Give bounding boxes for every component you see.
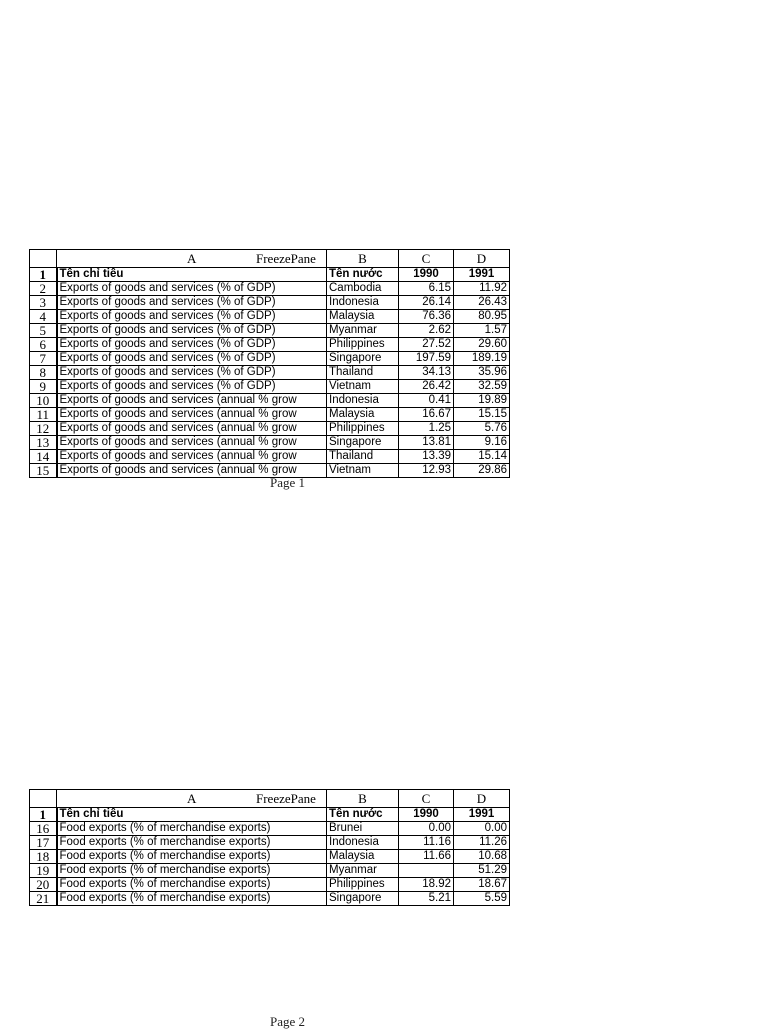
- value-1991-cell[interactable]: 29.86: [454, 464, 510, 478]
- country-cell[interactable]: Malaysia: [327, 310, 399, 324]
- value-1991-cell[interactable]: 11.26: [454, 836, 510, 850]
- row-number[interactable]: 10: [30, 394, 57, 408]
- country-cell[interactable]: Indonesia: [327, 394, 399, 408]
- value-1991-cell[interactable]: 5.59: [454, 892, 510, 906]
- country-cell[interactable]: Thailand: [327, 450, 399, 464]
- value-1990-cell[interactable]: 0.00: [399, 822, 454, 836]
- indicator-header-cell[interactable]: Tên chỉ tiêu: [57, 808, 327, 822]
- table-row: [30, 850, 510, 864]
- value-1991-cell[interactable]: 35.96: [454, 366, 510, 380]
- value-1990-cell[interactable]: 1.25: [399, 422, 454, 436]
- column-header-b[interactable]: B: [327, 790, 399, 808]
- table-row: [30, 338, 510, 352]
- value-1991-cell[interactable]: 9.16: [454, 436, 510, 450]
- column-header-row: [30, 250, 510, 268]
- country-cell[interactable]: Cambodia: [327, 282, 399, 296]
- table-row: [30, 864, 510, 878]
- country-cell[interactable]: Philippines: [327, 422, 399, 436]
- country-header-cell[interactable]: Tên nước: [327, 808, 399, 822]
- column-header-d[interactable]: D: [454, 250, 510, 268]
- value-1990-cell[interactable]: 0.41: [399, 394, 454, 408]
- row-number[interactable]: 15: [30, 464, 57, 478]
- value-1991-cell[interactable]: 5.76: [454, 422, 510, 436]
- freeze-pane-label: FreezePane: [256, 791, 316, 806]
- column-header-d[interactable]: D: [454, 790, 510, 808]
- row-number[interactable]: 5: [30, 324, 57, 338]
- year-1990-header-cell[interactable]: 1990: [399, 268, 454, 282]
- indicator-cell[interactable]: Exports of goods and services (annual % grow: [57, 436, 327, 450]
- value-1991-cell[interactable]: 19.89: [454, 394, 510, 408]
- column-header-a[interactable]: [57, 790, 327, 808]
- value-1990-cell[interactable]: 11.16: [399, 836, 454, 850]
- value-1991-cell[interactable]: 1.57: [454, 324, 510, 338]
- table-row: [30, 282, 510, 296]
- value-1990-cell[interactable]: 13.81: [399, 436, 454, 450]
- value-1991-cell[interactable]: 11.92: [454, 282, 510, 296]
- column-letter-a: A: [187, 791, 197, 806]
- value-1991-cell[interactable]: 29.60: [454, 338, 510, 352]
- freeze-pane-label: FreezePane: [256, 251, 316, 266]
- indicator-cell[interactable]: Food exports (% of merchandise exports): [57, 892, 327, 906]
- value-1991-cell[interactable]: 26.43: [454, 296, 510, 310]
- year-1991-header-cell[interactable]: 1991: [454, 808, 510, 822]
- data-table: [29, 789, 510, 906]
- indicator-cell[interactable]: Exports of goods and services (% of GDP): [57, 380, 327, 394]
- title-row: [30, 268, 510, 282]
- row-number[interactable]: 16: [30, 822, 57, 836]
- value-1990-cell[interactable]: 76.36: [399, 310, 454, 324]
- year-1991-header-cell[interactable]: 1991: [454, 268, 510, 282]
- indicator-cell[interactable]: Exports of goods and services (% of GDP): [57, 366, 327, 380]
- country-cell[interactable]: Philippines: [327, 338, 399, 352]
- indicator-cell[interactable]: Exports of goods and services (% of GDP): [57, 324, 327, 338]
- data-table: [29, 249, 510, 478]
- value-1990-cell[interactable]: 18.92: [399, 878, 454, 892]
- value-1991-cell[interactable]: 15.15: [454, 408, 510, 422]
- indicator-cell[interactable]: Exports of goods and services (% of GDP): [57, 352, 327, 366]
- country-header-cell[interactable]: Tên nước: [327, 268, 399, 282]
- row-number[interactable]: 13: [30, 436, 57, 450]
- column-header-c[interactable]: C: [399, 790, 454, 808]
- value-1990-cell[interactable]: [399, 864, 454, 878]
- indicator-cell[interactable]: Exports of goods and services (annual % grow: [57, 450, 327, 464]
- value-1990-cell[interactable]: 26.14: [399, 296, 454, 310]
- column-header-c[interactable]: C: [399, 250, 454, 268]
- country-cell[interactable]: Myanmar: [327, 324, 399, 338]
- value-1990-cell[interactable]: 12.93: [399, 464, 454, 478]
- country-cell[interactable]: Vietnam: [327, 464, 399, 478]
- row-number[interactable]: 20: [30, 878, 57, 892]
- country-cell[interactable]: Singapore: [327, 436, 399, 450]
- country-cell[interactable]: Singapore: [327, 892, 399, 906]
- indicator-cell[interactable]: Exports of goods and services (% of GDP): [57, 310, 327, 324]
- table-row: [30, 394, 510, 408]
- column-letter-a: A: [187, 251, 197, 266]
- country-cell[interactable]: Thailand: [327, 366, 399, 380]
- table-row: [30, 296, 510, 310]
- table-row: [30, 352, 510, 366]
- row-number[interactable]: 11: [30, 408, 57, 422]
- sheet-page-1: [29, 249, 510, 478]
- table-row: [30, 450, 510, 464]
- sheet-page-2: [29, 789, 510, 906]
- value-1990-cell[interactable]: 34.13: [399, 366, 454, 380]
- indicator-cell[interactable]: Food exports (% of merchandise exports): [57, 850, 327, 864]
- country-cell[interactable]: Brunei: [327, 822, 399, 836]
- table-row: [30, 892, 510, 906]
- row-number[interactable]: 17: [30, 836, 57, 850]
- country-cell[interactable]: Malaysia: [327, 850, 399, 864]
- value-1991-cell[interactable]: 15.14: [454, 450, 510, 464]
- corner-cell[interactable]: [30, 250, 57, 268]
- row-number[interactable]: 4: [30, 310, 57, 324]
- table-row: [30, 878, 510, 892]
- value-1990-cell[interactable]: 5.21: [399, 892, 454, 906]
- indicator-cell[interactable]: Exports of goods and services (annual % grow: [57, 422, 327, 436]
- row-number[interactable]: 2: [30, 282, 57, 296]
- table-row: [30, 380, 510, 394]
- row-number[interactable]: 1: [30, 268, 57, 282]
- country-cell[interactable]: Indonesia: [327, 296, 399, 310]
- country-cell[interactable]: Singapore: [327, 352, 399, 366]
- table-row: [30, 836, 510, 850]
- row-number[interactable]: 7: [30, 352, 57, 366]
- indicator-cell[interactable]: Food exports (% of merchandise exports): [57, 836, 327, 850]
- page-footer: Page 1: [270, 475, 306, 490]
- value-1991-cell[interactable]: 0.00: [454, 822, 510, 836]
- indicator-cell[interactable]: Exports of goods and services (% of GDP): [57, 282, 327, 296]
- table-row: [30, 366, 510, 380]
- indicator-cell[interactable]: Food exports (% of merchandise exports): [57, 864, 327, 878]
- value-1991-cell[interactable]: 32.59: [454, 380, 510, 394]
- title-row: [30, 808, 510, 822]
- row-number[interactable]: 1: [30, 808, 57, 822]
- row-number[interactable]: 8: [30, 366, 57, 380]
- value-1991-cell[interactable]: 80.95: [454, 310, 510, 324]
- country-cell[interactable]: Malaysia: [327, 408, 399, 422]
- value-1990-cell[interactable]: 16.67: [399, 408, 454, 422]
- value-1990-cell[interactable]: 197.59: [399, 352, 454, 366]
- row-number[interactable]: 12: [30, 422, 57, 436]
- row-number[interactable]: 14: [30, 450, 57, 464]
- value-1990-cell[interactable]: 11.66: [399, 850, 454, 864]
- page-footer: Page 2: [270, 1014, 306, 1029]
- value-1990-cell[interactable]: 13.39: [399, 450, 454, 464]
- value-1990-cell[interactable]: 27.52: [399, 338, 454, 352]
- row-number[interactable]: 19: [30, 864, 57, 878]
- row-number[interactable]: 9: [30, 380, 57, 394]
- row-number[interactable]: 3: [30, 296, 57, 310]
- value-1990-cell[interactable]: 2.62: [399, 324, 454, 338]
- value-1990-cell[interactable]: 26.42: [399, 380, 454, 394]
- country-cell[interactable]: Vietnam: [327, 380, 399, 394]
- row-number[interactable]: 18: [30, 850, 57, 864]
- value-1991-cell[interactable]: 51.29: [454, 864, 510, 878]
- indicator-cell[interactable]: Food exports (% of merchandise exports): [57, 878, 327, 892]
- table-row: [30, 436, 510, 450]
- indicator-cell[interactable]: Exports of goods and services (annual % grow: [57, 464, 327, 478]
- indicator-header-cell[interactable]: Tên chỉ tiêu: [57, 268, 327, 282]
- column-header-a[interactable]: [57, 250, 327, 268]
- country-cell[interactable]: Myanmar: [327, 864, 399, 878]
- value-1991-cell[interactable]: 10.68: [454, 850, 510, 864]
- indicator-cell[interactable]: Exports of goods and services (% of GDP): [57, 296, 327, 310]
- table-row: [30, 324, 510, 338]
- table-row: [30, 822, 510, 836]
- column-header-b[interactable]: B: [327, 250, 399, 268]
- indicator-cell[interactable]: Exports of goods and services (annual % grow: [57, 394, 327, 408]
- table-row: [30, 310, 510, 324]
- indicator-cell[interactable]: Exports of goods and services (% of GDP): [57, 338, 327, 352]
- indicator-cell[interactable]: Exports of goods and services (annual % grow: [57, 408, 327, 422]
- year-1990-header-cell[interactable]: 1990: [399, 808, 454, 822]
- table-row: [30, 422, 510, 436]
- country-cell[interactable]: Indonesia: [327, 836, 399, 850]
- value-1991-cell[interactable]: 189.19: [454, 352, 510, 366]
- value-1991-cell[interactable]: 18.67: [454, 878, 510, 892]
- country-cell[interactable]: Philippines: [327, 878, 399, 892]
- corner-cell[interactable]: [30, 790, 57, 808]
- value-1990-cell[interactable]: 6.15: [399, 282, 454, 296]
- column-header-row: [30, 790, 510, 808]
- table-row: [30, 408, 510, 422]
- row-number[interactable]: 21: [30, 892, 57, 906]
- row-number[interactable]: 6: [30, 338, 57, 352]
- indicator-cell[interactable]: Food exports (% of merchandise exports): [57, 822, 327, 836]
